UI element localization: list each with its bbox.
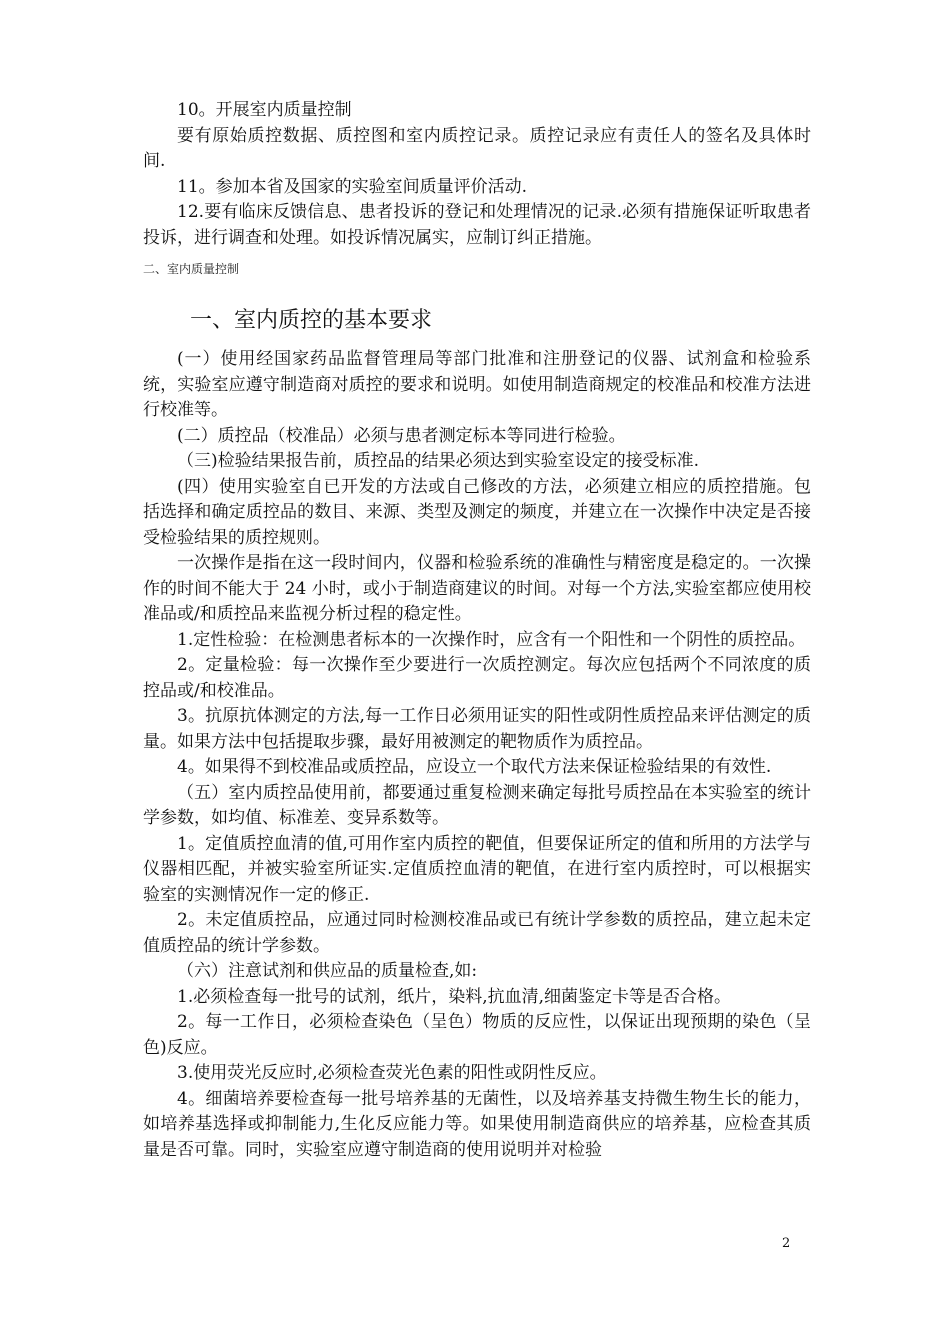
paragraph: 2。每一工作日，必须检查染色（呈色）物质的反应性，以保证出现预期的染色（呈色)反应。 (143, 1012, 811, 1058)
main-heading: 一、室内质控的基本要求 (190, 308, 433, 333)
paragraph: 11。参加本省及国家的实验室间质量评价活动. (177, 176, 528, 197)
paragraph: 4。如果得不到校准品或质控品，应设立一个取代方法来保证检验结果的有效性. (177, 757, 772, 777)
paragraph: 2。未定值质控品，应通过同时检测校准品或已有统计学参数的质控品，建立起未定值质控品的统计学参数。 (143, 910, 811, 956)
paragraph: 1.定性检验：在检测患者标本的一次操作时，应含有一个阳性和一个阴性的质控品。 (177, 629, 806, 650)
top-section (143, 98, 811, 251)
paragraph: 12.要有临床反馈信息、患者投诉的登记和处理情况的记录.必须有措施保证听取患者投诉，进行调查和处理。如投诉情况属实，应制订纠正措施。 (143, 202, 811, 248)
paragraph: （五）室内质控品使用前，都要通过重复检测来确定每批号质控品在本实验室的统计学参数，如均值、标准差、变异系数等。 (143, 782, 811, 828)
paragraph: 1.必须检查每一批号的试剂，纸片，染料,抗血清,细菌鉴定卡等是否合格。 (177, 986, 732, 1007)
paragraph: (四）使用实验室自已开发的方法或自己修改的方法，必须建立相应的质控措施。包括选择和确定质控品的数目、来源、类型及测定的频度，并建立在一次操作中决定是否接受检验结果的质控规则。 (143, 476, 811, 548)
paragraph: (一）使用经国家药品监督管理局等部门批准和注册登记的仪器、试剂盒和检验系统，实验室应遵守制造商对质控的要求和说明。如使用制造商规定的校准品和校准方法进行校准等。 (143, 349, 811, 420)
paragraph: 4。细菌培养要检查每一批号培养基的无菌性，以及培养基支持微生物生长的能力，如培养基选择或抑制能力,生化反应能力等。如果使用制造商供应的培养基，应检查其质量是否可靠。同时，实验室应遵守制造商的使用说明并对检验 (143, 1088, 811, 1160)
body-section (143, 347, 811, 1163)
page-number: 2 (782, 1236, 791, 1251)
paragraph: 2。定量检验：每一次操作至少要进行一次质控测定。每次应包括两个不同浓度的质控品或/和校准品。 (143, 655, 811, 701)
paragraph: 一次操作是指在这一段时间内，仪器和检验系统的准确性与精密度是稳定的。一次操作的时间不能大于 24 小时，或小于制造商建议的时间。对每一个方法,实验室都应使用校准品或/和质控品来监视分析过程的稳定性。 (143, 553, 811, 624)
paragraph: (二）质控品（校准品）必须与患者测定标本等同进行检验。 (177, 425, 626, 446)
paragraph: 要有原始质控数据、质控图和室内质控记录。质控记录应有责任人的签名及具体时间. (143, 125, 811, 171)
paragraph: 3.使用荧光反应时,必须检查荧光色素的阳性或阴性反应。 (177, 1063, 607, 1083)
paragraph: 1。定值质控血清的值,可用作室内质控的靶值，但要保证所定的值和所用的方法学与仪器相匹配，并被实验室所证实.定值质控血清的靶值，在进行室内质控时，可以根据实验室的实测情况作一定的修正. (143, 833, 811, 905)
section-label: 二、室内质量控制 (143, 262, 240, 276)
paragraph: （三)检验结果报告前，质控品的结果必须达到实验室设定的接受标准. (177, 451, 700, 471)
paragraph: 3。抗原抗体测定的方法,每一工作日必须用证实的阳性或阴性质控品来评估测定的质量。如果方法中包括提取步骤，最好用被测定的靶物质作为质控品。 (143, 706, 811, 752)
paragraph: （六）注意试剂和供应品的质量检查,如: (177, 961, 478, 981)
paragraph: 10。开展室内质量控制 (177, 100, 352, 120)
